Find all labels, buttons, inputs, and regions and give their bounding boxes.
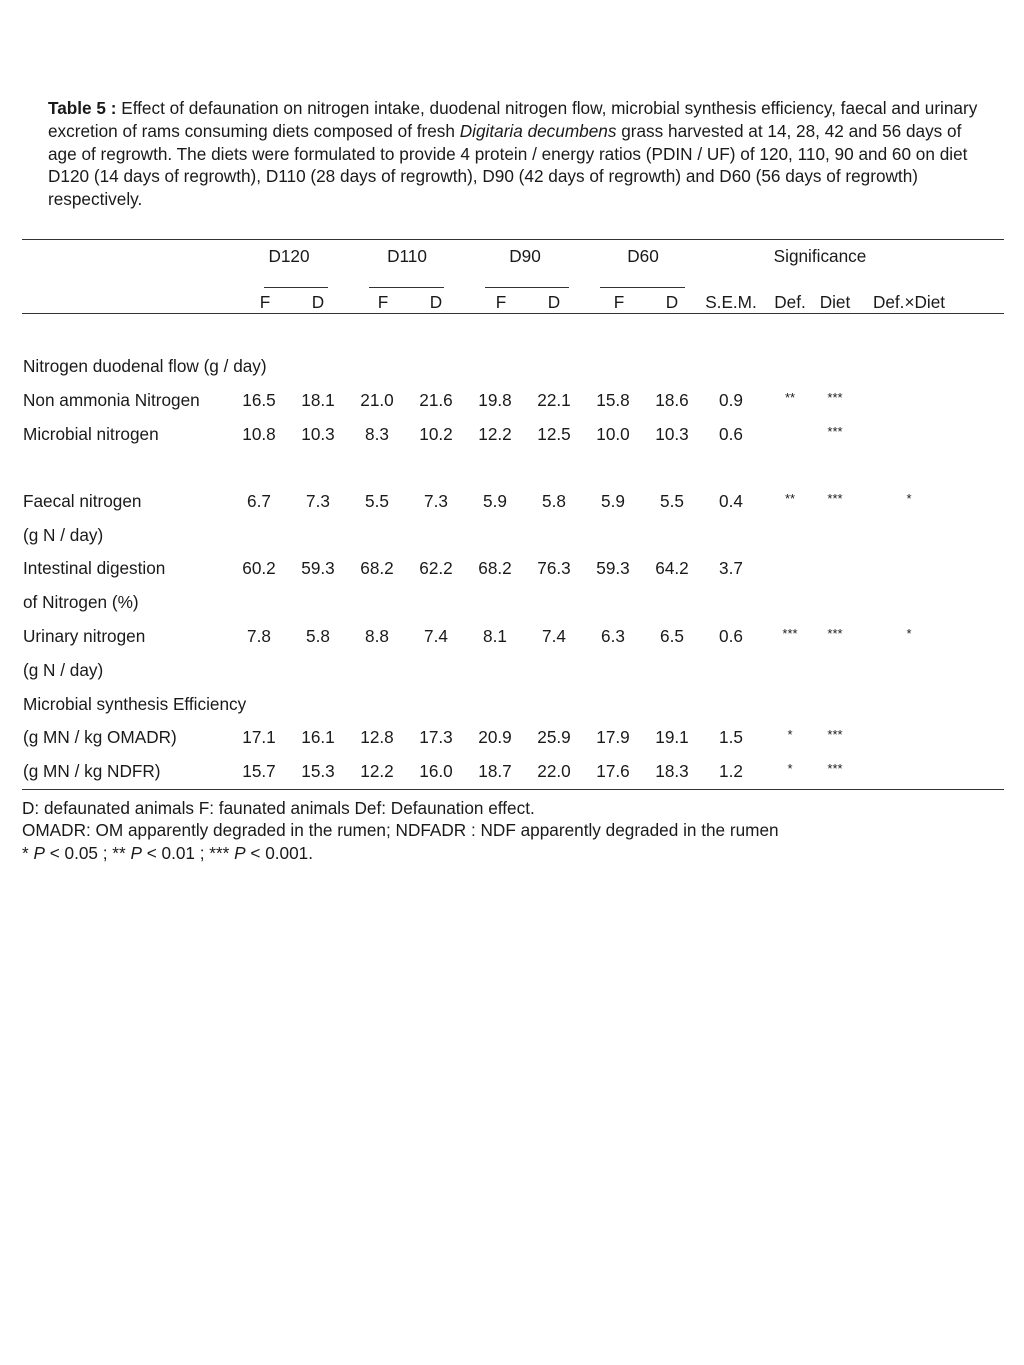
- table-cell: 6.3: [601, 626, 625, 646]
- significance-cell: ***: [827, 727, 843, 742]
- row-label: Non ammonia Nitrogen: [23, 390, 200, 410]
- sem-cell: 1.5: [719, 727, 743, 747]
- row-label: Microbial synthesis Efficiency: [23, 694, 247, 714]
- row-label: Microbial nitrogen: [23, 424, 159, 444]
- fn-p3: P: [234, 843, 246, 863]
- table-cell: 17.9: [596, 727, 630, 747]
- row-label: (g MN / kg OMADR): [23, 727, 177, 747]
- sem-cell: 0.9: [719, 390, 743, 410]
- table-cell: 10.8: [242, 424, 276, 444]
- table-cell: 17.1: [242, 727, 276, 747]
- table-cell: 62.2: [419, 558, 453, 578]
- table-cell: 22.1: [537, 390, 571, 410]
- column-header: F: [613, 292, 625, 312]
- fn-t3: < 0.001.: [245, 843, 313, 863]
- sem-cell: 0.6: [719, 626, 743, 646]
- table-cell: 15.8: [596, 390, 630, 410]
- column-header: D: [547, 292, 561, 312]
- table-cell: 5.8: [542, 491, 566, 511]
- significance-column-header: Diet: [819, 292, 851, 312]
- table-cell: 16.0: [419, 761, 453, 781]
- fn-t1: < 0.05 ; **: [44, 843, 131, 863]
- table-cell: 10.3: [655, 424, 689, 444]
- column-header: D: [311, 292, 325, 312]
- significance-cell: *: [906, 626, 912, 641]
- table-top-rule: [22, 239, 1004, 240]
- header-bottom-rule: [22, 313, 1004, 314]
- sem-header: S.E.M.: [705, 292, 757, 312]
- diet-header-underline: [264, 287, 328, 288]
- row-label: of Nitrogen (%): [23, 592, 139, 612]
- caption-text-after: grass harvested at 14, 28, 42 and 56 days of age of regrowth. The diets were formulated to provide 4 protein / energy ratios (PDIN / UF) of 120, 110, 90 and 60 on diet D120 (14 days of regrowth), D110 (28 days of regrowth), D90 (42 days of regrowth) and D60 (56 days of regrowth) respectively.: [48, 120, 968, 210]
- sem-cell: 0.4: [719, 491, 743, 511]
- significance-column-header: Def.: [774, 292, 806, 312]
- row-label: Intestinal digestion: [23, 558, 166, 578]
- table-cell: 60.2: [242, 558, 276, 578]
- table-cell: 7.3: [424, 491, 448, 511]
- table-cell: 17.3: [419, 727, 453, 747]
- footnote-definitions: OMADR: OM apparently degraded in the rumen; NDFADR : NDF apparently degraded in the rumen: [22, 820, 779, 840]
- table-cell: 21.6: [419, 390, 453, 410]
- table-cell: 6.7: [247, 491, 271, 511]
- table-cell: 7.4: [424, 626, 448, 646]
- column-header: D: [665, 292, 679, 312]
- table-cell: 17.6: [596, 761, 630, 781]
- row-label: (g N / day): [23, 525, 104, 545]
- table-cell: 7.4: [542, 626, 566, 646]
- table-cell: 22.0: [537, 761, 571, 781]
- table-cell: 5.9: [483, 491, 507, 511]
- significance-cell: *: [787, 727, 793, 742]
- table-cell: 20.9: [478, 727, 512, 747]
- significance-cell: *: [787, 761, 793, 776]
- fn-p2: P: [130, 843, 142, 863]
- diet-header: D90: [509, 246, 541, 266]
- sem-cell: 3.7: [719, 558, 743, 578]
- table-cell: 10.0: [596, 424, 630, 444]
- significance-column-header: Def.×Diet: [872, 292, 946, 312]
- table-cell: 12.8: [360, 727, 394, 747]
- fn-p1: P: [33, 843, 45, 863]
- table-cell: 16.1: [301, 727, 335, 747]
- table-caption: [48, 97, 983, 211]
- table-cell: 18.6: [655, 390, 689, 410]
- table-cell: 25.9: [537, 727, 571, 747]
- table-cell: 16.5: [242, 390, 276, 410]
- footnote-significance: [22, 843, 313, 863]
- table-cell: 6.5: [660, 626, 684, 646]
- table-cell: 7.3: [306, 491, 330, 511]
- table-cell: 8.8: [365, 626, 389, 646]
- table-cell: 5.5: [365, 491, 389, 511]
- table-cell: 59.3: [596, 558, 630, 578]
- significance-cell: **: [784, 390, 796, 405]
- diet-header-underline: [600, 287, 685, 288]
- significance-cell: ***: [827, 761, 843, 776]
- significance-cell: ***: [782, 626, 798, 641]
- row-label: Nitrogen duodenal flow (g / day): [23, 356, 267, 376]
- table-cell: 15.3: [301, 761, 335, 781]
- table-cell: 10.3: [301, 424, 335, 444]
- table-cell: 15.7: [242, 761, 276, 781]
- row-label: (g MN / kg NDFR): [23, 761, 161, 781]
- diet-header: D120: [268, 246, 310, 266]
- table-cell: 18.7: [478, 761, 512, 781]
- diet-header-underline: [369, 287, 444, 288]
- table-cell: 68.2: [360, 558, 394, 578]
- column-header: F: [259, 292, 271, 312]
- table-cell: 18.3: [655, 761, 689, 781]
- caption-text-before: Effect of defaunation on nitrogen intake, duodenal nitrogen flow, microbial synthesis efficiency, faecal and urinary excretion of rams consuming diets composed of fresh: [48, 98, 978, 141]
- table-cell: 5.5: [660, 491, 684, 511]
- column-header: F: [377, 292, 389, 312]
- footnote-abbrev: D: defaunated animals F: faunated animals Def: Defaunation effect.: [22, 798, 535, 818]
- table-cell: 19.8: [478, 390, 512, 410]
- table-cell: 12.5: [537, 424, 571, 444]
- table-cell: 5.9: [601, 491, 625, 511]
- fn-t2: < 0.01 ; ***: [141, 843, 235, 863]
- table-cell: 64.2: [655, 558, 689, 578]
- significance-cell: ***: [827, 626, 843, 641]
- sem-cell: 1.2: [719, 761, 743, 781]
- table-cell: 19.1: [655, 727, 689, 747]
- table-cell: 12.2: [360, 761, 394, 781]
- table-cell: 18.1: [301, 390, 335, 410]
- table-cell: 76.3: [537, 558, 571, 578]
- table-cell: 68.2: [478, 558, 512, 578]
- table-cell: 8.1: [483, 626, 507, 646]
- diet-header-underline: [485, 287, 569, 288]
- table-cell: 5.8: [306, 626, 330, 646]
- fn-star: *: [22, 843, 34, 863]
- table-bottom-rule: [22, 789, 1004, 790]
- significance-cell: ***: [827, 390, 843, 405]
- column-header: D: [429, 292, 443, 312]
- row-label: Faecal nitrogen: [23, 491, 142, 511]
- table-cell: 21.0: [360, 390, 394, 410]
- significance-cell: ***: [827, 424, 843, 439]
- significance-cell: **: [784, 491, 796, 506]
- diet-header: D60: [627, 246, 659, 266]
- row-label: (g N / day): [23, 660, 104, 680]
- significance-cell: ***: [827, 491, 843, 506]
- table-cell: 59.3: [301, 558, 335, 578]
- row-label: Urinary nitrogen: [23, 626, 146, 646]
- diet-header: D110: [387, 246, 427, 266]
- table-cell: 7.8: [247, 626, 271, 646]
- table-cell: 8.3: [365, 424, 389, 444]
- caption-species: Digitaria decumbens: [459, 120, 617, 141]
- column-header: F: [495, 292, 507, 312]
- sem-cell: 0.6: [719, 424, 743, 444]
- table-label: Table 5 :: [48, 98, 117, 118]
- table-cell: 10.2: [419, 424, 453, 444]
- significance-cell: *: [906, 491, 912, 506]
- significance-header: Significance: [773, 246, 867, 266]
- table-cell: 12.2: [478, 424, 512, 444]
